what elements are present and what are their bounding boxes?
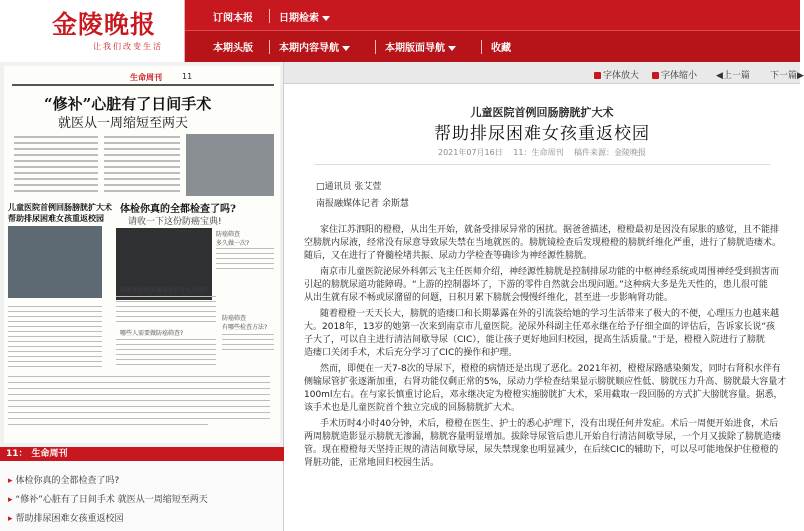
text-line (8, 394, 270, 395)
paragraph-line: 肾脏功能，正常地回归校园生活。 (304, 458, 440, 468)
article-list-item[interactable]: ▸ 体检你真的全都检查了吗? (8, 473, 119, 486)
text-line (116, 301, 216, 302)
paragraph-line: 然而，即便在一天7-8次的导尿下，橙橙的病情还是出现了恶化。2021年初，橙橙尿路感染频发，同时右肾积水伴有 (320, 364, 781, 374)
list-page-number: 11 (6, 449, 19, 459)
date-search-label: 日期检索 (279, 13, 319, 24)
arrow-right-icon: ▶ (797, 71, 804, 81)
text-line (216, 248, 274, 249)
content-nav-menu[interactable] (279, 39, 350, 54)
text-line (116, 306, 216, 307)
article-list-item[interactable]: ▸ “修补”心脏有了日间手术 就医从一周缩短至两天 (8, 492, 208, 505)
layout-nav-menu[interactable] (385, 39, 456, 54)
text-line (8, 406, 270, 407)
article-paragraph (304, 308, 784, 360)
box-item: 哪些人需要做防癌筛查? (120, 330, 184, 337)
text-line (216, 268, 274, 269)
layout-nav-label: 本期版面导航 (385, 43, 445, 54)
text-line (8, 341, 102, 342)
logo-text: 金陵晚报 (52, 10, 157, 39)
paragraph-line: 造瘘口关闭手术，术后充分学习了CIC的操作和护理。 (304, 348, 518, 358)
next-article-button[interactable] (770, 68, 804, 81)
article-page: 11：生命周刊 (513, 148, 564, 157)
text-line (8, 351, 102, 352)
text-line (8, 366, 102, 367)
text-line (8, 424, 208, 425)
page-article-list (0, 447, 284, 531)
article-body (284, 84, 800, 531)
article-paragraph (304, 224, 784, 263)
content-nav-label: 本期内容导航 (279, 43, 339, 54)
paper-headline-2: 就医从一周缩短至两天 (58, 116, 189, 131)
text-line (104, 136, 180, 138)
front-page-link[interactable]: 本期头版 (213, 43, 253, 54)
article-paragraph (304, 418, 784, 470)
article-list-item[interactable]: ▸ 帮助排尿困难女孩重返校园 (8, 511, 124, 524)
text-line (116, 364, 216, 365)
zoom-in-icon (594, 72, 601, 79)
paragraph-line: 子大了，可以自主进行清洁间歇导尿（CIC），能让孩子更好地回归校园，提高生活质量。”于是，橙橙入院进行了膀胱 (304, 335, 765, 345)
page-section: 生命周刊 (130, 73, 162, 82)
text-line (14, 166, 98, 168)
paragraph-line: 侧输尿管扩张逐渐加重，右肾功能仅剩正常的5%，尿动力学检查结果显示膀胱顺应性低、膀胱压力升高、膀胱最大容量才 (304, 377, 787, 387)
nav-divider (269, 9, 270, 23)
site-header (0, 0, 800, 62)
text-line (14, 148, 98, 150)
box-item: 有哪些检查方法? (222, 324, 268, 331)
article-date: 2021年07月16日 (438, 148, 503, 157)
paragraph-line: 空膀胱内尿液，经常没有尿意导致尿失禁在当地就医的。膀胱镜检查后发现橙橙的膀胱纤维化严重，进行了膀胱造瘘术。 (304, 238, 782, 248)
text-line (8, 400, 270, 401)
text-line (14, 160, 98, 162)
paragraph-line: 随后，又在进行了脊髓栓堵共振、尿动力学检查等确诊为神经源性膀胱。 (304, 251, 593, 261)
text-line (8, 326, 102, 327)
subscribe-link[interactable]: 订阅本报 (213, 13, 253, 24)
text-line (104, 190, 180, 192)
box-item: 多久做一次? (216, 240, 250, 247)
text-line (14, 178, 98, 180)
article-subtitle: 儿童医院首例回肠膀胱扩大术 (470, 106, 614, 119)
text-line (8, 361, 102, 362)
text-line (116, 359, 216, 360)
text-line (8, 412, 270, 413)
text-line (14, 190, 98, 192)
font-increase-label: 字体放大 (603, 71, 640, 81)
news-photo (186, 134, 274, 196)
masthead-logo[interactable] (0, 0, 185, 62)
favorite-link[interactable]: 收藏 (491, 43, 511, 54)
text-line (222, 334, 274, 335)
text-line (116, 339, 216, 340)
article-paragraph (304, 363, 787, 415)
text-line (14, 172, 98, 174)
text-line (8, 321, 102, 322)
text-line (8, 356, 102, 357)
paragraph-line: 随着橙橙一天天长大，膀胱的造瘘口和长期暴露在外的引流袋给她的学习生活带来了极大的不便，心理压力也越来越 (320, 309, 780, 319)
next-article-label: 下一篇 (770, 71, 798, 81)
arrow-left-icon: ◀ (716, 71, 723, 81)
divider (314, 164, 770, 165)
paragraph-line: 大。2018年，13岁的她第一次来到南京市儿童医院。泌尿外科副主任邓永继在给予仔细全面的评估后，告诉家长说“孩 (304, 322, 776, 332)
chevron-down-icon (322, 16, 330, 21)
text-line (8, 346, 102, 347)
nav-divider (481, 40, 482, 54)
surgery-photo (8, 226, 102, 298)
side-headline-1: 儿童医院首例回肠膀胱扩大术 (8, 203, 112, 212)
issue-nav (185, 31, 800, 62)
paragraph-line: 100ml左右。在与家长慎重讨论后，邓永继决定为橙橙实施膀胱扩大术，采用截取一段回肠的方式扩大膀胱容量。据悉， (304, 390, 783, 400)
paragraph-line: 手术历时4小时40分钟，术后，橙橙在医生、护士的悉心护理下，没有出现任何并发症。术后一周便开始进食，术后 (320, 419, 779, 429)
text-line (222, 344, 274, 345)
article-paragraph (304, 266, 784, 305)
box-title-1: 体检你真的全都检查了吗? (120, 204, 236, 215)
paragraph-line: 两周膀胱造影显示膀胱无渗漏，膀胱容量明显增加。拔除导尿管后患儿开始自行清洁间歇导尿，一个月又拔除了膀胱造瘘 (304, 432, 782, 442)
paragraph-line: 南京市儿童医院泌尿外科郭云飞主任医师介绍，神经源性膀胱是控制排尿功能的中枢神经系统或周围神经受到损害而 (320, 267, 780, 277)
previous-article-button[interactable] (716, 68, 750, 81)
previous-article-label: 上一篇 (722, 71, 750, 81)
paragraph-line: 管。现在橙橙每天坚持正规的清洁间歇导尿，尿失禁现象也明显减少，在后续CIC的辅助下，可以尽可能地保护住橙橙的 (304, 445, 779, 455)
text-line (116, 311, 216, 312)
text-line (116, 354, 216, 355)
article-list-header: 11： 生命周刊 (0, 447, 284, 461)
text-line (116, 316, 216, 317)
article-title: 帮助排尿困难女孩重返校园 (434, 124, 650, 144)
page-masthead (12, 72, 274, 86)
text-line (8, 311, 102, 312)
text-line (104, 154, 180, 156)
chevron-down-icon (342, 46, 350, 51)
text-line (8, 376, 270, 377)
chevron-down-icon (448, 46, 456, 51)
text-line (104, 160, 180, 162)
text-line (8, 331, 102, 332)
page-sheet (4, 66, 280, 443)
text-line (222, 349, 274, 350)
font-decrease-label: 字体缩小 (661, 71, 698, 81)
text-line (104, 178, 180, 180)
article-source: 稿件来源：金陵晚报 (574, 148, 646, 157)
box-item: 防癌体检和普通体检有什么区别? (120, 287, 208, 294)
text-line (8, 382, 270, 383)
paper-headline-1: “修补”心脏有了日间手术 (44, 95, 212, 113)
text-line (216, 253, 274, 254)
article-toolbar (284, 62, 804, 84)
text-line (104, 184, 180, 186)
text-line (216, 258, 274, 259)
box-item: 防癌筛查 (222, 315, 247, 322)
box-item: 防癌筛查 (216, 231, 241, 238)
text-line (8, 306, 102, 307)
zoom-out-icon (652, 72, 659, 79)
paragraph-line: 家住江苏泗阳的橙橙，从出生开始，就备受排尿异常的困扰。据爸爸描述，橙橙最初是因没有尿胀的感觉，且不能排 (320, 225, 780, 235)
text-line (104, 172, 180, 174)
text-line (14, 142, 98, 144)
font-decrease-button[interactable] (652, 68, 697, 81)
date-search-menu[interactable] (279, 9, 330, 24)
paragraph-line: 从出生就有尿不畅或尿潴留的问题，日积月累下膀胱会慢慢纤维化，甚至进一步影响肾功能。 (304, 293, 674, 303)
text-line (116, 321, 216, 322)
newspaper-page-thumbnail[interactable] (0, 62, 284, 447)
article-meta (284, 147, 800, 158)
text-line (116, 296, 216, 297)
side-headline-2: 帮助排尿困难女孩重返校园 (8, 214, 104, 223)
font-increase-button[interactable] (594, 68, 639, 81)
text-line (104, 142, 180, 144)
nav-divider (375, 40, 376, 54)
nav-divider (269, 40, 270, 54)
box-title-2: 请收一下这份防癌宝典! (128, 217, 222, 227)
text-line (104, 148, 180, 150)
logo-slogan: 让我们改变生活 (93, 42, 163, 51)
page-number: 11 (182, 72, 193, 81)
list-section-name: 生命周刊 (31, 449, 68, 459)
paragraph-line: 该手术也是儿童医院首个独立完成的回肠膀胱扩大术。 (304, 403, 521, 413)
text-line (222, 339, 274, 340)
byline-correspondent: □通讯员 张艾萱 (316, 182, 382, 192)
text-line (216, 263, 274, 264)
text-line (116, 349, 216, 350)
text-line (104, 166, 180, 168)
text-line (8, 336, 102, 337)
text-line (14, 154, 98, 156)
paragraph-line: 引起的膀胱尿道功能障碍。“上游的控制器坏了，下游的零件自然就会出现问题。”这种病大多是先天性的，患儿很可能 (304, 280, 768, 290)
top-nav (185, 0, 800, 31)
byline-reporter: 南报融媒体记者 余斯慧 (316, 199, 409, 209)
text-line (14, 184, 98, 186)
text-line (8, 418, 270, 419)
text-line (14, 136, 98, 138)
text-line (8, 316, 102, 317)
text-line (8, 388, 270, 389)
text-line (116, 344, 216, 345)
